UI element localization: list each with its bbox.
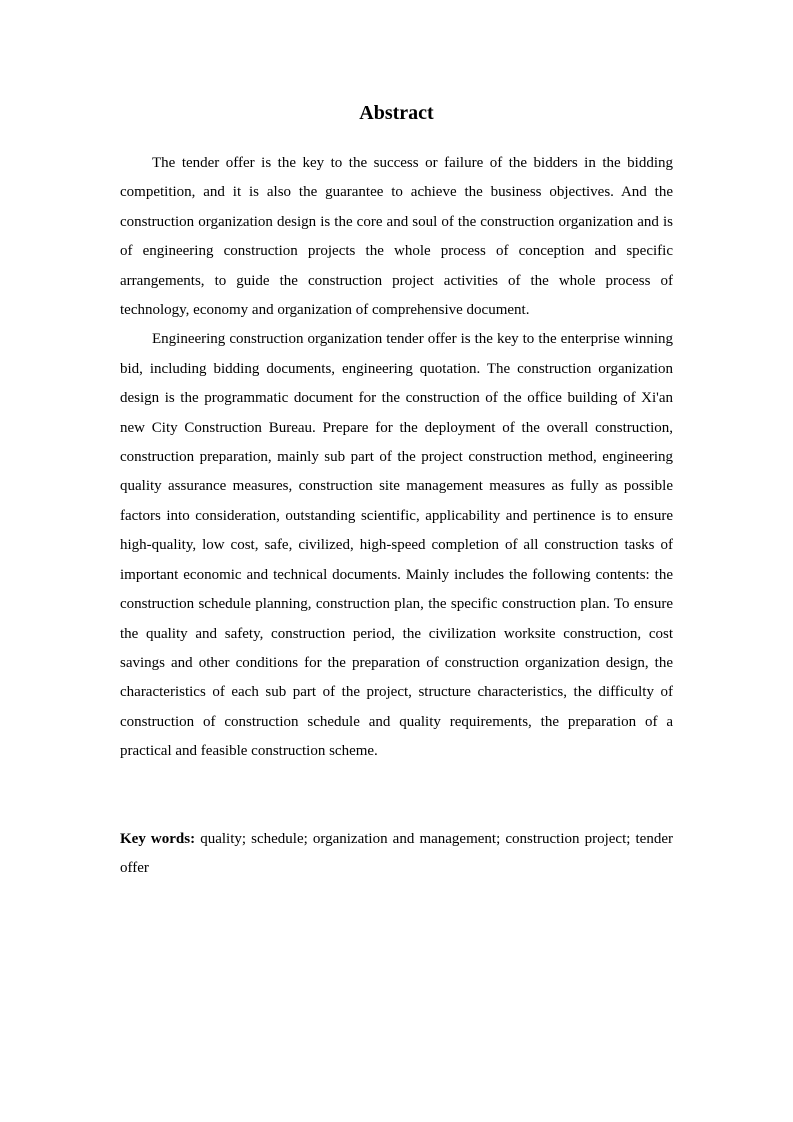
- abstract-body: [120, 149, 673, 767]
- keywords-text: quality; schedule; organization and management; construction project; tender offer: [120, 831, 673, 877]
- abstract-title: Abstract: [359, 102, 434, 124]
- abstract-paragraph-1: The tender offer is the key to the success or failure of the bidders in the bidding competition, and it is also the guarantee to achieve the business objectives. And the construction organization design is the core and soul of the construction organization and is of engineering construction projects the whole process of conception and specific arrangements, to guide the construction project activities of the whole process of technology, economy and organization of comprehensive document.: [120, 155, 673, 319]
- abstract-paragraph-2: Engineering construction organization tender offer is the key to the enterprise winning bid, including bidding documents, engineering quotation. The construction organization design is the programmatic document for the construction of the office building of Xi'an new City Construction Bureau. Prepare for the deployment of the overall construction, construction preparation, mainly sub part of the project construction method, engineering quality assurance measures, construction site management measures as fully as possible factors into consideration, outstanding scientific, applicability and pertinence is to ensure high-quality, low cost, safe, civilized, high-speed completion of all construction tasks of important economic and technical documents. Mainly includes the following contents: the construction schedule planning, construction plan, the specific construction plan. To ensure the quality and safety, construction period, the civilization worksite construction, cost savings and other conditions for the preparation of construction organization design, the characteristics of each sub part of the project, structure characteristics, the difficulty of construction of construction schedule and quality requirements, the preparation of a practical and feasible construction scheme.: [120, 331, 673, 760]
- keywords-label: Key words:: [120, 831, 196, 847]
- keywords-line: [120, 825, 673, 884]
